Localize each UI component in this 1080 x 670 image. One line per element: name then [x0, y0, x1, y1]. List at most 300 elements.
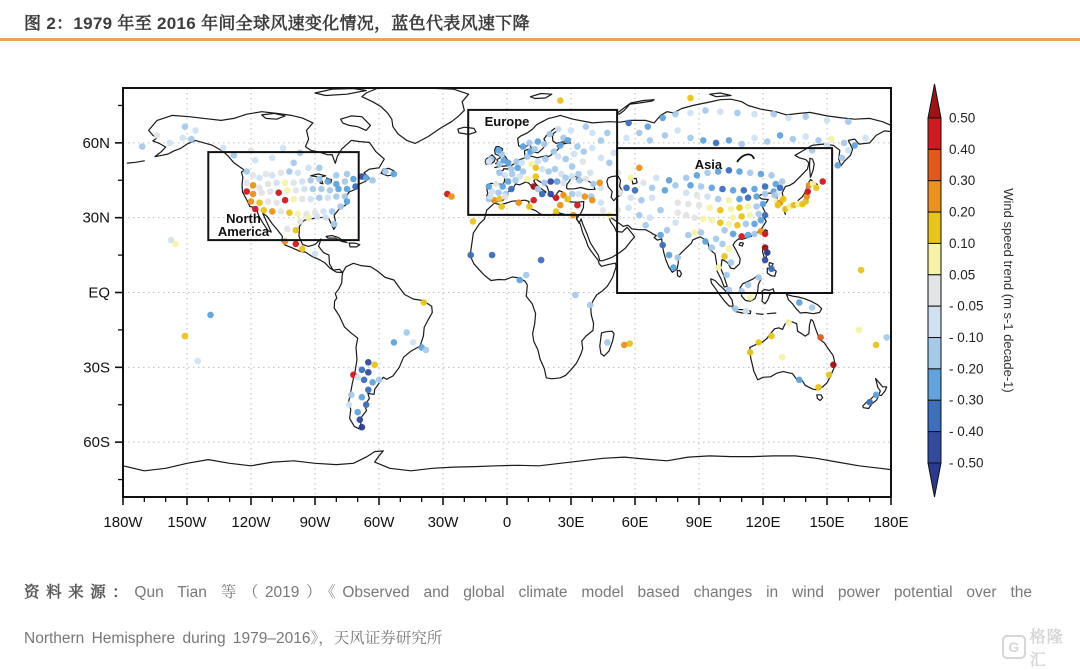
map-dot: [508, 166, 515, 173]
map-dot: [295, 170, 302, 177]
map-dot: [709, 244, 716, 251]
map-dot: [709, 217, 716, 224]
colorbar-segment: [928, 338, 941, 369]
map-dot: [535, 186, 542, 193]
map-dot: [515, 199, 522, 206]
x-axis-tick-label: 150W: [167, 514, 207, 531]
map-dot: [333, 172, 340, 179]
map-dot: [486, 183, 493, 190]
map-dot: [547, 191, 554, 198]
map-dot: [738, 141, 745, 148]
map-dot: [775, 202, 782, 209]
map-dot: [337, 203, 344, 210]
map-dot: [824, 117, 831, 124]
map-dot: [696, 202, 703, 209]
map-dot: [589, 197, 596, 204]
colorbar-segment: [928, 149, 941, 180]
map-dot: [267, 188, 274, 195]
map-dot: [666, 252, 673, 259]
x-axis-tick-label: 180W: [103, 514, 143, 531]
map-dot: [683, 212, 690, 219]
map-dot: [314, 213, 321, 220]
map-dot: [250, 191, 257, 198]
map-dot: [713, 140, 720, 147]
map-dot: [753, 193, 760, 200]
map-dot: [741, 187, 748, 194]
map-dot: [571, 151, 578, 158]
map-dot: [312, 251, 319, 258]
map-dot: [282, 180, 289, 187]
map-dot: [817, 334, 824, 341]
colorbar-segment: [928, 212, 941, 243]
map-dot: [674, 254, 681, 261]
map-dot: [691, 229, 698, 236]
map-dot: [698, 183, 705, 190]
map-dot: [815, 137, 822, 144]
map-dot: [830, 362, 837, 369]
coastline-path: [817, 395, 823, 401]
map-dot: [726, 246, 733, 253]
map-dot: [610, 150, 617, 157]
x-axis-tick-label: 60W: [363, 514, 395, 531]
map-dot: [325, 178, 332, 185]
map-dot: [694, 192, 701, 199]
colorbar-tick-label: - 0.50: [949, 455, 984, 471]
map-dot: [579, 158, 586, 165]
map-dot: [269, 172, 276, 179]
x-axis-tick-label: 90W: [299, 514, 331, 531]
x-axis-tick-label: 120W: [231, 514, 271, 531]
map-dot: [495, 189, 502, 196]
map-dot: [554, 178, 561, 185]
coastline-path: [810, 158, 815, 177]
map-dot: [625, 204, 632, 211]
map-dot: [649, 194, 656, 201]
map-dot: [647, 137, 654, 144]
map-dot: [305, 214, 312, 221]
coastline-path: [787, 295, 822, 314]
map-dot: [672, 182, 679, 189]
region-label: America: [217, 223, 270, 239]
map-dot: [305, 165, 312, 172]
map-dot: [736, 168, 743, 175]
map-dot: [258, 189, 265, 196]
map-dot: [738, 213, 745, 220]
map-dot: [587, 302, 594, 309]
colorbar-tick-label: 0.20: [949, 204, 976, 220]
map-dot: [672, 111, 679, 118]
map-dot: [331, 221, 338, 228]
map-dot: [382, 168, 389, 175]
map-dot: [535, 158, 542, 165]
map-dot: [487, 193, 494, 200]
map-dot: [762, 212, 769, 219]
map-dot: [301, 186, 308, 193]
map-dot: [745, 282, 752, 289]
map-dot: [771, 192, 778, 199]
map-dot: [719, 186, 726, 193]
map-dot: [363, 401, 370, 408]
map-dot: [598, 137, 605, 144]
coastline-path: [677, 271, 681, 277]
map-dot: [423, 347, 430, 354]
map-dot: [717, 219, 724, 226]
map-dot: [179, 135, 186, 142]
map-dot: [552, 166, 559, 173]
map-dot: [805, 188, 812, 195]
map-dot: [606, 160, 613, 167]
map-dot: [565, 196, 572, 203]
map-dot: [546, 131, 553, 138]
map-dot: [777, 132, 784, 139]
coastline-path: [762, 289, 774, 304]
coastline-path: [617, 100, 654, 115]
map-dot: [354, 409, 361, 416]
x-axis-tick-label: 0: [502, 514, 512, 531]
map-dot: [335, 186, 342, 193]
map-dot: [751, 231, 758, 238]
map-dot: [493, 181, 500, 188]
map-dot: [672, 219, 679, 226]
map-dot: [421, 299, 428, 306]
map-dot: [207, 312, 214, 319]
map-dot: [293, 227, 300, 234]
map-dot: [779, 354, 786, 361]
map-dot: [738, 233, 745, 240]
map-dot: [316, 194, 323, 201]
map-dot: [683, 189, 690, 196]
map-dot: [728, 206, 735, 213]
map-dot: [604, 130, 611, 137]
map-dot: [649, 185, 656, 192]
map-dot: [662, 132, 669, 139]
map-dot: [286, 209, 293, 216]
colorbar-tick-label: - 0.30: [949, 392, 984, 408]
map-dot: [687, 135, 694, 142]
map-dot: [545, 168, 552, 175]
map-dot: [702, 107, 709, 114]
x-axis-tick-label: 180E: [873, 514, 909, 531]
map-dot: [363, 175, 370, 182]
gelonghui-watermark: [1002, 624, 1080, 670]
map-dot: [286, 168, 293, 175]
map-dot: [604, 339, 611, 346]
map-dot: [316, 165, 323, 172]
map-dot: [802, 113, 809, 120]
map-dot: [755, 274, 762, 281]
map-dot: [575, 191, 582, 198]
map-dot: [520, 143, 527, 150]
map-dot: [557, 142, 564, 149]
map-dot: [182, 333, 189, 340]
map-dot: [734, 222, 741, 229]
map-dot: [858, 267, 865, 274]
map-dot: [726, 197, 733, 204]
map-dot: [762, 231, 769, 238]
map-dot: [538, 257, 545, 264]
map-dot: [505, 178, 512, 185]
map-dot: [632, 187, 639, 194]
map-dot: [687, 182, 694, 189]
map-dot: [732, 305, 739, 312]
map-dot: [533, 165, 540, 172]
map-dot: [391, 171, 398, 178]
map-dot: [730, 231, 737, 238]
y-axis-tick-label: 60N: [82, 134, 110, 152]
map-dot: [715, 264, 722, 271]
coastline-path: [739, 243, 743, 247]
map-dot: [755, 339, 762, 346]
map-dot: [685, 201, 692, 208]
map-dot: [815, 384, 822, 391]
map-dot: [753, 203, 760, 210]
map-dot: [627, 194, 634, 201]
coastline-path: [607, 176, 622, 201]
map-dot: [346, 401, 353, 408]
coastline-path: [757, 314, 763, 315]
map-dot: [674, 127, 681, 134]
map-dot: [751, 186, 758, 193]
map-dot: [299, 178, 306, 185]
map-dot: [325, 194, 332, 201]
map-dot: [562, 156, 569, 163]
map-dot: [280, 145, 287, 152]
map-dot: [700, 216, 707, 223]
map-dot: [764, 138, 771, 145]
y-axis-tick-label: 30S: [83, 359, 110, 377]
y-axis-tick-label: 60S: [83, 434, 110, 452]
coastline-path: [470, 200, 616, 379]
map-dot: [758, 171, 765, 178]
colorbar-segment: [928, 275, 941, 306]
map-dot: [597, 180, 604, 187]
map-dot: [645, 123, 652, 130]
map-dot: [819, 178, 826, 185]
x-axis-tick-label: 150E: [809, 514, 845, 531]
coastline-path: [127, 161, 144, 163]
map-dot: [674, 199, 681, 206]
map-dot: [307, 177, 314, 184]
map-dot: [760, 201, 767, 208]
colorbar-tick-label: - 0.20: [949, 361, 984, 377]
map-dot: [745, 232, 752, 239]
map-dot: [369, 379, 376, 386]
map-dot: [551, 148, 558, 155]
map-dot: [502, 172, 509, 179]
map-dot: [310, 186, 317, 193]
map-dot: [779, 178, 786, 185]
colorbar-segment: [928, 400, 941, 431]
map-dot: [357, 416, 364, 423]
map-dot: [743, 308, 750, 315]
x-axis-tick-label: 60E: [621, 514, 649, 531]
map-dot: [659, 242, 666, 249]
map-dot: [265, 181, 272, 188]
coastline-path: [767, 313, 776, 314]
map-dot: [576, 177, 583, 184]
map-dot: [568, 127, 575, 134]
map-dot: [647, 214, 654, 221]
map-dot: [736, 204, 743, 211]
map-dot: [295, 211, 302, 218]
map-dot: [747, 294, 754, 301]
map-dot: [365, 369, 372, 376]
map-dot: [636, 130, 643, 137]
map-dot: [709, 185, 716, 192]
map-dot: [526, 140, 533, 147]
map-dot: [297, 218, 304, 225]
map-dot: [657, 232, 664, 239]
map-dot: [499, 183, 506, 190]
map-dot: [666, 177, 673, 184]
colorbar-tick-label: 0.05: [949, 267, 976, 283]
map-dot: [621, 342, 628, 349]
map-dot: [730, 187, 737, 194]
map-dot: [745, 203, 752, 210]
map-dot: [581, 148, 588, 155]
map-dot: [391, 339, 398, 346]
map-dot: [365, 359, 372, 366]
map-dot: [623, 185, 630, 192]
map-dot: [359, 394, 366, 401]
map-dot: [342, 178, 349, 185]
map-dot: [845, 118, 852, 125]
map-dot: [687, 110, 694, 117]
map-dot: [359, 367, 366, 374]
map-dot: [704, 193, 711, 200]
map-dot: [764, 249, 771, 256]
map-dot: [517, 277, 524, 284]
map-dot: [590, 181, 597, 188]
map-dot: [747, 349, 754, 356]
colorbar-tick-label: - 0.10: [949, 330, 984, 345]
map-dot: [489, 252, 496, 259]
x-axis-tick-label: 30W: [427, 514, 459, 531]
colorbar-segment: [928, 432, 941, 463]
region-label: Europe: [484, 114, 530, 130]
map-dot: [706, 204, 713, 211]
map-dot: [796, 377, 803, 384]
map-dot: [751, 111, 758, 118]
map-dot: [636, 165, 643, 172]
colorbar-segment: [928, 118, 941, 149]
map-dot: [508, 186, 515, 193]
map-dot: [188, 136, 195, 143]
map-dot: [813, 185, 820, 192]
map-dot: [448, 193, 455, 200]
map-dot: [866, 399, 873, 406]
map-dot: [572, 292, 579, 299]
map-dot: [785, 319, 792, 326]
map-dot: [344, 198, 351, 205]
colorbar-tick-label: 0.30: [949, 173, 976, 189]
map-dot: [828, 136, 835, 143]
map-dot: [320, 208, 327, 215]
map-dot: [248, 198, 255, 205]
colorbar-tick-label: 0.10: [949, 235, 976, 251]
map-dot: [182, 123, 189, 130]
map-dot: [751, 135, 758, 142]
map-dot: [194, 358, 201, 365]
map-dot: [261, 207, 268, 214]
map-dot: [557, 97, 564, 104]
map-dot: [284, 226, 291, 233]
map-dot: [589, 145, 596, 152]
map-dot: [715, 196, 722, 203]
map-dot: [583, 123, 590, 130]
map-dot: [851, 142, 858, 149]
colorbar-title: Wind speed trend (m s-1 decade-1): [1001, 188, 1016, 393]
coastline-path: [362, 88, 469, 143]
map-dot: [768, 172, 775, 179]
map-dot: [278, 170, 285, 177]
gelonghui-logo-icon: G: [1002, 635, 1026, 659]
map-dot: [273, 180, 280, 187]
map-dot: [638, 197, 645, 204]
coastline-path: [458, 127, 476, 134]
map-dot: [839, 155, 846, 162]
map-dot: [809, 304, 816, 311]
region-label: Asia: [694, 156, 723, 172]
map-dot: [587, 170, 594, 177]
map-dot: [575, 171, 582, 178]
map-dot: [569, 163, 576, 170]
map-dot: [361, 377, 368, 384]
map-dot: [582, 193, 589, 200]
map-dot: [354, 374, 361, 381]
map-dot: [316, 176, 323, 183]
map-dot: [243, 168, 250, 175]
y-axis-tick-label: 30N: [82, 209, 110, 227]
map-dot: [524, 176, 531, 183]
map-dot: [723, 272, 730, 279]
map-dot: [642, 222, 649, 229]
map-dot: [172, 241, 179, 248]
map-dot: [555, 153, 562, 160]
map-dot: [329, 208, 336, 215]
map-dot: [523, 272, 530, 279]
map-dot: [653, 175, 660, 182]
map-dot: [862, 135, 869, 142]
map-dot: [834, 162, 841, 169]
map-dot: [278, 208, 285, 215]
map-dot: [531, 146, 538, 153]
map-dot: [762, 257, 769, 264]
map-dot: [154, 132, 161, 139]
map-dot: [250, 182, 257, 189]
map-dot: [726, 167, 733, 174]
map-dot: [574, 143, 581, 150]
map-dot: [734, 110, 741, 117]
map-dot: [785, 115, 792, 122]
map-dot: [751, 221, 758, 228]
map-dot: [560, 180, 567, 187]
map-dot: [252, 157, 259, 164]
map-dot: [743, 221, 750, 228]
map-dot: [664, 227, 671, 234]
map-dot: [553, 208, 560, 215]
map-dot: [683, 175, 690, 182]
coastline-path: [341, 116, 371, 130]
map-dot: [486, 158, 493, 165]
coastline-path: [710, 93, 731, 97]
colorbar-segment: [928, 181, 941, 212]
map-dot: [627, 175, 634, 182]
map-dot: [883, 334, 890, 341]
source-citation-part1: Qun Tian 等（2019）《Observed and global climate model based changes in wind power potential over the: [134, 584, 1032, 601]
map-dot: [269, 208, 276, 215]
colorbar-segment: [928, 369, 941, 400]
